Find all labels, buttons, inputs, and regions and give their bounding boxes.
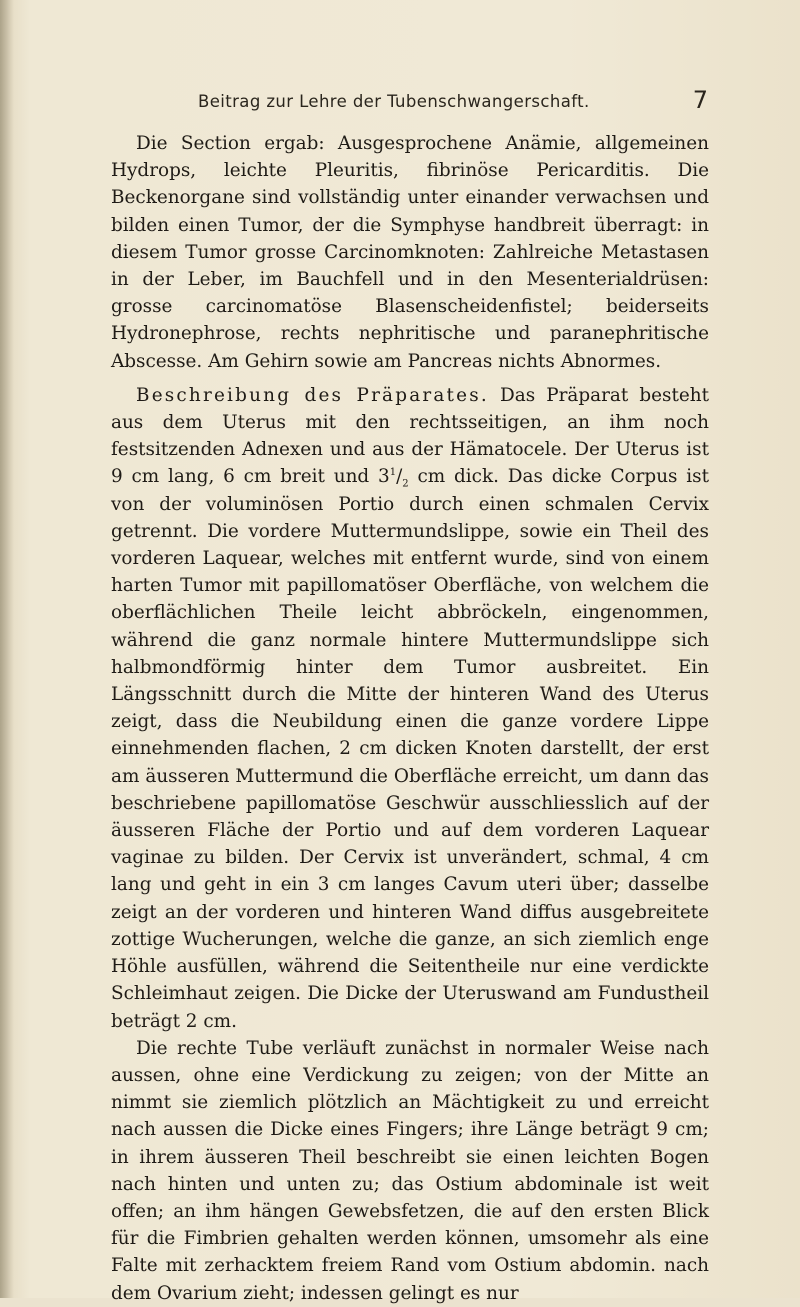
fraction-half: $^1/_2$ — [389, 466, 409, 491]
paragraph-specimen-description — [111, 382, 709, 1035]
running-title: Beitrag zur Lehre der Tubenschwangerschaft. — [198, 92, 590, 111]
fraction-denominator: 2 — [402, 479, 409, 491]
paragraph-text-part-a: Das Präparat besteht aus dem Uterus mit den rechtsseitigen, an ihm noch festsitzenden Adnexen und aus der Hämatocele. Der Uterus ist 9 cm lang, 6 cm breit und 3 — [111, 384, 709, 488]
paragraph-text-part-b: cm dick. Das dicke Corpus ist von der voluminösen Portio durch einen schmalen Cervix getrennt. Die vordere Muttermundslippe, sowie ein Theil des vorderen Laquear, welches mit entfernt wurde, sind von einem harten Tumor mit papillomatöser Oberfläche, von welchem die oberflächlichen Theile leicht abbröckeln, eingenommen, während die ganz normale hintere Muttermundslippe sich halbmondförmig hinter dem Tumor ausbreitet. Ein Längsschnitt durch die Mitte der hinteren Wand des Uterus zeigt, dass die Neubildung einen die ganze vordere Lippe einnehmenden flachen, 2 cm dicken Knoten darstellt, der erst am äusseren Muttermund die Oberfläche erreicht, um dann das beschriebene papillomatöse Geschwür ausschliesslich auf der äusseren Fläche der Portio und auf dem vorderen Laquear vaginae zu bilden. Der Cervix ist unverändert, schmal, 4 cm lang und geht in ein 3 cm langes Cavum uteri über; dasselbe zeigt an der vorderen und hinteren Wand diffus ausgebreitete zottige Wucherungen, welche die ganze, an sich ziemlich enge Höhle ausfüllen, während die Seitentheile nur eine verdickte Schleimhaut zeigen. Die Dicke der Uteruswand am Fundustheil beträgt 2 cm. — [111, 466, 709, 1032]
paragraph-right-tube: Die rechte Tube verläuft zunächst in normaler Weise nach aussen, ohne eine Verdickung zu zeigen; von der Mitte an nimmt sie ziemlich plötzlich an Mächtigkeit zu und erreicht nach aussen die Dicke eines Fingers; ihre Länge beträgt 9 cm; in ihrem äusseren Theil beschreibt sie einen leichten Bogen nach hinten und unten zu; das Ostium abdominale ist weit offen; an ihm hängen Gewebsfetzen, die auf den ersten Blick für die Fimbrien gehalten werden können, umsomehr als eine Falte mit zerhacktem freiem Rand vom Ostium abdomin. nach dem Ovarium zieht; indessen gelingt es nur — [111, 1037, 709, 1304]
page-number: 7 — [692, 86, 708, 114]
binding-shadow — [0, 0, 14, 1298]
page-header — [198, 86, 708, 120]
fraction-numerator: 1 — [389, 467, 397, 479]
paragraph-section-findings: Die Section ergab: Ausgesprochene Anämie, allgemeinen Hydrops, leichte Pleuritis, fibrinöse Pericarditis. Die Beckenorgane sind vollständig unter einander verwachsen und bilden einen Tumor, der die Symphyse handbreit überragt: in diesem Tumor grosse Carcinomknoten: Zahlreiche Metastasen in der Leber, im Bauchfell und in den Mesenterialdrüsen: grosse carcinomatöse Blasenscheidenfistel; beiderseits Hydronephrose, rechts nephritische und paranephritische Abscesse. Am Gehirn sowie am Pancreas nichts Abnormes. — [111, 133, 709, 372]
body-text — [111, 130, 709, 1307]
section-heading: Beschreibung des Präparates. — [136, 384, 489, 406]
